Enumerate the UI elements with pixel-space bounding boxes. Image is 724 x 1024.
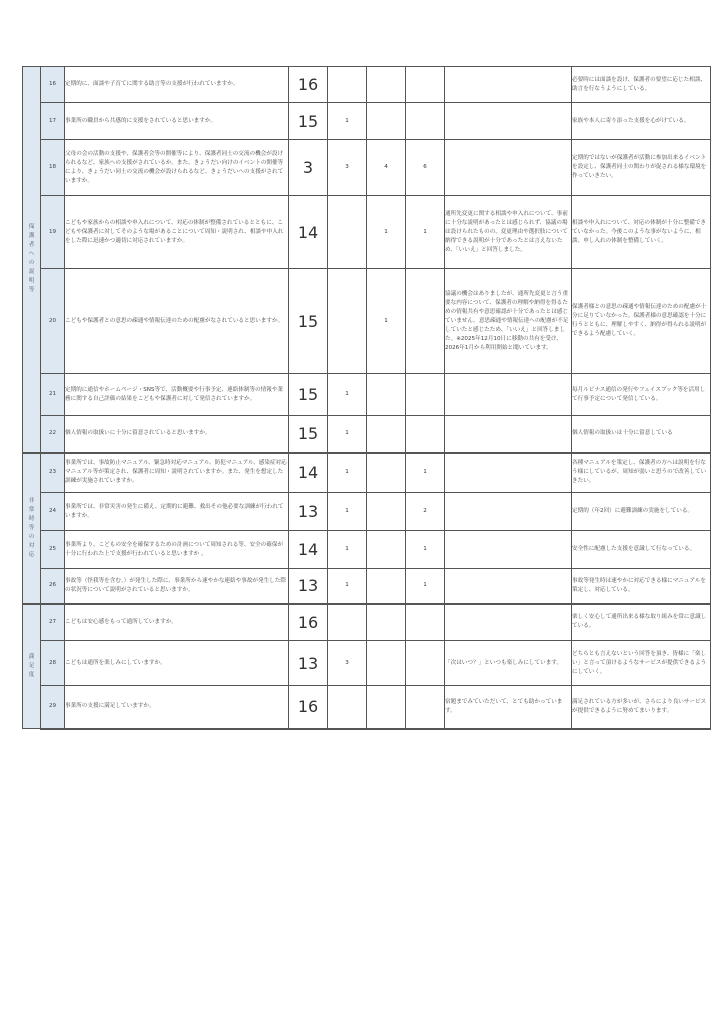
table-row xyxy=(23,686,711,729)
count-yes: 14 xyxy=(289,531,328,569)
count-no xyxy=(367,416,406,453)
count-no xyxy=(367,493,406,531)
office-comment: 定期的ではないが保護者が活動に参加出来るイベントを設定し、保護者同士の関わりが促される様な環境を作っていきたい。 xyxy=(572,140,711,196)
count-yes: 13 xyxy=(289,493,328,531)
parent-comment: 通所先変更に関する相談や申入れについて、事前に十分な説明があったとは感じられず、協議の場は設けられたものの、変更理由や選択肢について納得できる説明が十分であったとは言えないため、「いいえ」と回答しました。 xyxy=(445,196,572,269)
question-text: 事業所では、事故防止マニュアル、緊急時対応マニュアル、防犯マニュアル、感染症対応マニュアル等が策定され、保護者に周知・説明されていますか。また、発生を想定した訓練が実施されていますか。 xyxy=(65,453,289,493)
question-number: 25 xyxy=(41,531,65,569)
count-no xyxy=(367,531,406,569)
count-no xyxy=(367,641,406,686)
count-unsure: 1 xyxy=(328,374,367,416)
count-unknown xyxy=(406,641,445,686)
parent-comment: 協議の機会はありましたが、通所先変更と言う重要な内容について、保護者の理解や納得を得るための情報共有や意思確認が十分であったとは感じていません。意思疎通や情報伝達への配慮が不足していたと感じたため、「いいえ」と回答しました。※2025年12月10日に移動の共有を受け、2026年1月から利用開始と聞いています。 xyxy=(445,269,572,374)
count-unsure: 1 xyxy=(328,453,367,493)
count-yes: 16 xyxy=(289,686,328,729)
question-number: 26 xyxy=(41,569,65,604)
question-number: 27 xyxy=(41,604,65,641)
question-number: 21 xyxy=(41,374,65,416)
count-unsure: 1 xyxy=(328,103,367,140)
question-number: 19 xyxy=(41,196,65,269)
count-yes: 14 xyxy=(289,453,328,493)
office-comment: どちらとも言えないという回答を頂き、皆様に「楽しい」と言って頂けるようなサービスが提供できるようにしていく。 xyxy=(572,641,711,686)
section-label-text: 非常時等の対応 xyxy=(28,497,35,558)
question-number: 20 xyxy=(41,269,65,374)
count-yes: 15 xyxy=(289,416,328,453)
parent-comment xyxy=(445,493,572,531)
count-unsure xyxy=(328,686,367,729)
count-no: 1 xyxy=(367,269,406,374)
question-number: 17 xyxy=(41,103,65,140)
count-yes: 15 xyxy=(289,103,328,140)
question-text: こどもや家族からの相談や申入れについて、対応の体制が整備されているとともに、こどもや保護者に対してそのような場があることについて周知・説明され、相談や申入れをした際に迅速かつ適切に対応されていますか。 xyxy=(65,196,289,269)
question-number: 23 xyxy=(41,453,65,493)
table-row xyxy=(23,67,711,103)
question-number: 22 xyxy=(41,416,65,453)
question-text: 定期的に通信やホームページ・SNS等で、活動概要や行事予定、連絡体制等の情報や業務に関する自己評価の結果をこどもや保護者に対して発信されていますか。 xyxy=(65,374,289,416)
office-comment: 安全性に配慮した支援を意識して行なっている。 xyxy=(572,531,711,569)
count-no xyxy=(367,453,406,493)
question-number: 28 xyxy=(41,641,65,686)
count-unknown xyxy=(406,604,445,641)
parent-comment xyxy=(445,67,572,103)
question-text: 事業所より、こどもの安全を確保するための計画について周知される等、安全の確保が十分に行われた上で支援が行われていると思いますか 。 xyxy=(65,531,289,569)
count-yes: 13 xyxy=(289,641,328,686)
count-no xyxy=(367,686,406,729)
office-comment: 必要時には面談を設け、保護者の要望に応じた相談、助言を行なうようにしている。 xyxy=(572,67,711,103)
count-unsure xyxy=(328,604,367,641)
parent-comment: 宿題までみていただいて、とても助かっています。 xyxy=(445,686,572,729)
count-yes: 16 xyxy=(289,67,328,103)
section-label-text: 満足度 xyxy=(28,653,35,678)
parent-comment xyxy=(445,569,572,604)
count-no xyxy=(367,103,406,140)
table-row xyxy=(23,453,711,493)
office-comment: 事故等発生時は速やかに対応できる様にマニュアルを策定し、対応している。 xyxy=(572,569,711,604)
parent-comment xyxy=(445,140,572,196)
question-text: 事故等（怪我等を含む。）が発生した際に、事業所から速やかな連絡や事故が発生した際の状況等について説明がされていると思いますか。 xyxy=(65,569,289,604)
office-comment: 楽しく安心して通所出来る様な取り組みを常に意識している。 xyxy=(572,604,711,641)
question-text: こどもは安心感をもって通所していますか。 xyxy=(65,604,289,641)
count-no: 1 xyxy=(367,196,406,269)
question-text: 事業所の支援に満足していますか。 xyxy=(65,686,289,729)
count-no xyxy=(367,569,406,604)
count-unsure: 1 xyxy=(328,493,367,531)
office-comment: 相談や申入れについて、対応の体制が十分に整備できていなかった。今後このような事がないように、相談、申し入れの体制を整備していく。 xyxy=(572,196,711,269)
question-text: 事業所では、非常災害の発生に備え、定期的に避難、救出その他必要な訓練が行われていますか。 xyxy=(65,493,289,531)
office-comment: 家族や本人に寄り添った支援を心がけている。 xyxy=(572,103,711,140)
count-unknown xyxy=(406,374,445,416)
count-unknown xyxy=(406,686,445,729)
table-row xyxy=(23,416,711,453)
count-unknown xyxy=(406,67,445,103)
office-comment: 保護者様との意思の疎通や情報伝達のための配慮が十分に足りていなかった。保護者様の意思確認を十分に行うとともに、理解しやすく、納得が得られる説明ができるよう配慮していく。 xyxy=(572,269,711,374)
count-unknown xyxy=(406,269,445,374)
count-unknown: 1 xyxy=(406,196,445,269)
table-row xyxy=(23,569,711,604)
count-no xyxy=(367,374,406,416)
count-yes: 16 xyxy=(289,604,328,641)
question-text: こどもは通所を楽しみにしていますか。 xyxy=(65,641,289,686)
count-unsure: 3 xyxy=(328,140,367,196)
parent-comment xyxy=(445,416,572,453)
question-number: 29 xyxy=(41,686,65,729)
parent-comment xyxy=(445,453,572,493)
table-row xyxy=(23,374,711,416)
count-unknown: 1 xyxy=(406,531,445,569)
table-row xyxy=(23,140,711,196)
survey-results-table xyxy=(22,66,711,730)
count-yes: 3 xyxy=(289,140,328,196)
parent-comment xyxy=(445,103,572,140)
count-yes: 13 xyxy=(289,569,328,604)
count-unsure: 1 xyxy=(328,569,367,604)
count-no: 4 xyxy=(367,140,406,196)
office-comment: 定期的（年2回）に避難訓練の実施をしている。 xyxy=(572,493,711,531)
count-unsure xyxy=(328,269,367,374)
count-unknown xyxy=(406,103,445,140)
count-yes: 15 xyxy=(289,269,328,374)
parent-comment xyxy=(445,531,572,569)
count-no xyxy=(367,604,406,641)
count-unsure xyxy=(328,196,367,269)
table-row xyxy=(23,196,711,269)
question-number: 18 xyxy=(41,140,65,196)
count-unknown: 1 xyxy=(406,569,445,604)
parent-comment: 「次はいつ？」といつも楽しみにしています。 xyxy=(445,641,572,686)
office-comment: 毎月ルビナス通信の発行やフェイスブック等を活用して行事予定について発信している。 xyxy=(572,374,711,416)
question-number: 16 xyxy=(41,67,65,103)
office-comment: 満足されている方が多いが、さらにより良いサービスが提供できるように努めてまいります。 xyxy=(572,686,711,729)
question-number: 24 xyxy=(41,493,65,531)
question-text: こどもや保護者との意思の疎通や情報伝達のための配慮がなされていると思いますか。 xyxy=(65,269,289,374)
count-unknown: 2 xyxy=(406,493,445,531)
parent-comment xyxy=(445,374,572,416)
parent-comment xyxy=(445,604,572,641)
count-unknown: 6 xyxy=(406,140,445,196)
count-no xyxy=(367,67,406,103)
office-comment: 各種マニュアルを策定し、保護者の方へは説明を行なう様にしているが、周知が弱いと思うので改善していきたい。 xyxy=(572,453,711,493)
section-label xyxy=(23,67,41,453)
office-comment: 個人情報の取扱いは十分に留意している xyxy=(572,416,711,453)
table-row xyxy=(23,531,711,569)
table-row xyxy=(23,641,711,686)
count-unsure: 1 xyxy=(328,416,367,453)
table-row xyxy=(23,604,711,641)
question-text: 事業所の職員から共感的に支援をされていると思いますか。 xyxy=(65,103,289,140)
section-label-text: 保護者への説明等 xyxy=(28,224,35,294)
count-unsure: 1 xyxy=(328,531,367,569)
table-row xyxy=(23,493,711,531)
count-yes: 15 xyxy=(289,374,328,416)
question-text: 定期的に、面談や子育てに関する助言等の支援が行われていますか。 xyxy=(65,67,289,103)
count-unknown: 1 xyxy=(406,453,445,493)
count-yes: 14 xyxy=(289,196,328,269)
section-label xyxy=(23,604,41,729)
table-row xyxy=(23,269,711,374)
count-unsure: 3 xyxy=(328,641,367,686)
table-row xyxy=(23,103,711,140)
section-label xyxy=(23,453,41,604)
question-text: 個人情報の取扱いに十分に留意されていると思いますか。 xyxy=(65,416,289,453)
count-unknown xyxy=(406,416,445,453)
count-unsure xyxy=(328,67,367,103)
question-text: 父母の会の活動の支援や、保護者会等の開催等により、保護者同士の交流の機会が設けられるなど、家族への支援がされているか。また、きょうだい向けのイベントの開催等により、きょうだい同士の交流の機会が設けられるなど、きょうだいへの支援がされていますか。 xyxy=(65,140,289,196)
